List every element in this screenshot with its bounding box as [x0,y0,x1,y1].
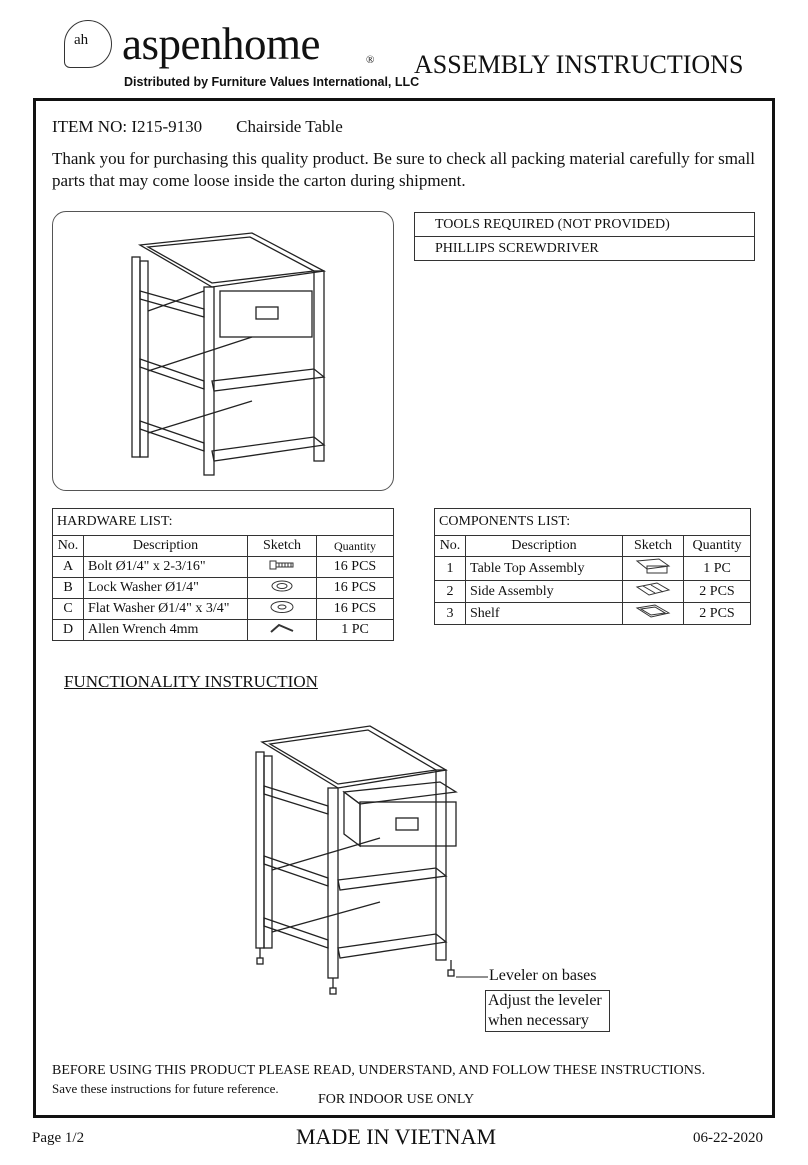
warning-text: BEFORE USING THIS PRODUCT PLEASE READ, UNDERSTAND, AND FOLLOW THESE INSTRUCTIONS. [52,1063,706,1078]
allen-wrench-icon [248,620,317,641]
item-line [52,117,343,137]
cp-qty: 2 PCS [684,603,751,625]
leveler-label: Leveler on bases [489,967,597,984]
cp-col-no: No. [435,536,466,557]
side-assembly-icon [623,581,684,603]
hw-description: Bolt Ø1/4" x 2-3/16" [84,557,248,578]
cp-col-quantity: Quantity [684,536,751,557]
logo-text: ah [74,32,89,48]
flat-washer-icon [248,599,317,620]
hardware-table [52,508,394,641]
document-title: ASSEMBLY INSTRUCTIONS [414,50,744,79]
cp-description: Table Top Assembly [466,557,623,581]
hw-no: C [53,599,84,620]
cp-no: 2 [435,581,466,603]
hw-description: Lock Washer Ø1/4" [84,578,248,599]
adjust-line-1: Adjust the leveler [488,992,602,1009]
cp-no: 3 [435,603,466,625]
table-row [53,599,394,620]
functionality-title: FUNCTIONALITY INSTRUCTION [64,672,318,691]
hw-qty: 1 PC [317,620,394,641]
hw-qty: 16 PCS [317,557,394,578]
table-row [435,557,751,581]
adjust-leveler-note [485,990,610,1032]
table-top-icon [623,557,684,581]
hw-qty: 16 PCS [317,599,394,620]
bolt-icon [248,557,317,578]
tools-table [414,212,755,261]
functionality-illustration [240,720,490,1010]
cp-qty: 2 PCS [684,581,751,603]
table-row [435,603,751,625]
cp-qty: 1 PC [684,557,751,581]
hw-no: D [53,620,84,641]
hw-no: B [53,578,84,599]
indoor-note: FOR INDOOR USE ONLY [318,1092,475,1107]
table-row [53,557,394,578]
hw-qty: 16 PCS [317,578,394,599]
registered-mark: ® [366,54,375,66]
hw-description: Allen Wrench 4mm [84,620,248,641]
brand-name: aspenhome [122,19,320,69]
components-title: COMPONENTS LIST: [435,509,751,536]
table-row [53,620,394,641]
document-date: 06-22-2020 [693,1130,763,1146]
cp-col-description: Description [466,536,623,557]
made-in: MADE IN VIETNAM [296,1124,497,1149]
chairside-table-illustration [52,211,394,491]
hw-description: Flat Washer Ø1/4" x 3/4" [84,599,248,620]
item-number: ITEM NO: I215-9130 [52,117,203,136]
cp-no: 1 [435,557,466,581]
intro-paragraph: Thank you for purchasing this quality product. Be sure to check all packing material carefully for small parts that may come loose inside the carton during shipment. [52,149,755,190]
hw-col-quantity: Quantity [317,536,394,557]
table-row [435,581,751,603]
hw-col-no: No. [53,536,84,557]
table-row [53,578,394,599]
cp-description: Shelf [466,603,623,625]
components-table [434,508,751,625]
tool-item: PHILLIPS SCREWDRIVER [415,237,755,261]
tools-header: TOOLS REQUIRED (NOT PROVIDED) [415,213,755,237]
item-description: Chairside Table [236,117,343,136]
distributor-line: Distributed by Furniture Values International, LLC [124,75,420,89]
hw-col-description: Description [84,536,248,557]
page-number: Page 1/2 [32,1130,85,1146]
cp-col-sketch: Sketch [623,536,684,557]
adjust-line-2: when necessary [488,1012,589,1029]
shelf-icon [623,603,684,625]
save-note: Save these instructions for future reference. [52,1081,279,1096]
hw-col-sketch: Sketch [248,536,317,557]
hardware-title: HARDWARE LIST: [53,509,394,536]
hw-no: A [53,557,84,578]
cp-description: Side Assembly [466,581,623,603]
lock-washer-icon [248,578,317,599]
